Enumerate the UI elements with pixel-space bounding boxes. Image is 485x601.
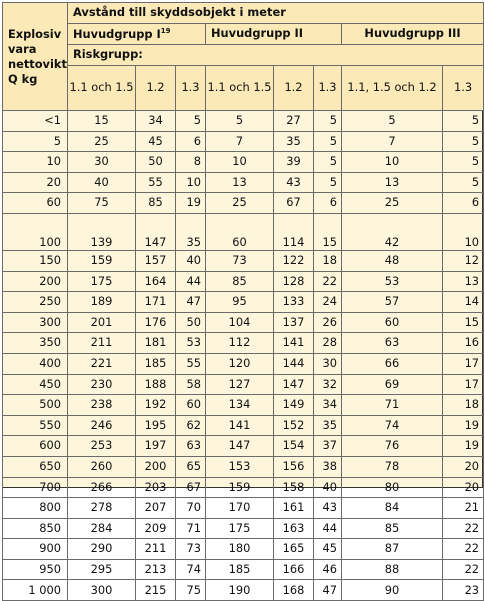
distance-cell: 175 [68,271,136,292]
distance-cell: 180 [206,539,274,560]
weight-cell: 60 [3,193,68,214]
distance-cell: 80 [342,477,443,498]
distance-cell: 5 [314,111,342,132]
table-row [3,374,484,395]
distance-cell: 70 [176,498,206,519]
distance-cell: 5 [314,172,342,193]
distance-cell: 147 [206,436,274,457]
distance-cell: 74 [342,415,443,436]
distance-cell: 5 [314,131,342,152]
distance-cell: 158 [274,477,314,498]
distance-cell: 35 [176,213,206,250]
distance-cell: 47 [176,292,206,313]
weight-cell: <1 [3,111,68,132]
distance-cell: 207 [136,498,176,519]
distance-cell: 253 [68,436,136,457]
weight-cell: 10 [3,152,68,173]
distance-cell: 15 [314,213,342,250]
risk-group-header: 1.3 [176,66,206,111]
distance-cell: 6 [176,131,206,152]
distance-cell: 32 [314,374,342,395]
distance-cell: 152 [274,415,314,436]
weight-cell: 450 [3,374,68,395]
distance-cell: 18 [314,250,342,271]
distance-cell: 60 [206,213,274,250]
distance-cell: 76 [342,436,443,457]
distance-cell: 156 [274,456,314,477]
row-label-header [3,3,68,111]
table-row [3,415,484,436]
distance-cell: 163 [274,518,314,539]
distance-cell: 295 [68,559,136,580]
distance-cell: 38 [314,456,342,477]
distance-cell: 67 [176,477,206,498]
weight-cell: 950 [3,559,68,580]
row-label-line: Q kg [8,71,38,86]
distance-cell: 28 [314,333,342,354]
distance-cell: 87 [342,539,443,560]
distance-cell: 27 [274,111,314,132]
weight-cell: 700 [3,477,68,498]
distance-cell: 22 [443,518,484,539]
distance-cell: 19 [176,193,206,214]
distance-cell: 50 [176,312,206,333]
distance-cell: 170 [206,498,274,519]
distance-cell: 34 [314,395,342,416]
weight-cell: 600 [3,436,68,457]
table-row [3,250,484,271]
distance-cell: 122 [274,250,314,271]
distance-cell: 35 [314,415,342,436]
distance-cell: 20 [443,456,484,477]
distance-cell: 67 [274,193,314,214]
distance-cell: 17 [443,374,484,395]
table-row [3,213,484,250]
distance-cell: 120 [206,353,274,374]
table-row [3,292,484,313]
distance-cell: 203 [136,477,176,498]
distance-cell: 15 [68,111,136,132]
distance-cell: 197 [136,436,176,457]
distance-table-panel [2,2,483,597]
table-row [3,456,484,477]
weight-cell: 5 [3,131,68,152]
distance-cell: 63 [342,333,443,354]
table-row [3,477,484,498]
distance-cell: 69 [342,374,443,395]
distance-cell: 75 [68,193,136,214]
distance-cell: 188 [136,374,176,395]
distance-cell: 40 [176,250,206,271]
table-row [3,111,484,132]
distance-table [2,2,484,601]
distance-cell: 144 [274,353,314,374]
distance-cell: 215 [136,580,176,601]
distance-cell: 85 [206,271,274,292]
weight-cell: 850 [3,518,68,539]
distance-cell: 112 [206,333,274,354]
group-header-1-label: Huvudgrupp I [73,26,161,41]
risk-group-header: 1.1 och 1.5 [206,66,274,111]
distance-cell: 40 [314,477,342,498]
distance-cell: 25 [342,193,443,214]
distance-cell: 55 [176,353,206,374]
table-header [3,3,484,111]
weight-cell: 250 [3,292,68,313]
distance-cell: 165 [274,539,314,560]
distance-cell: 260 [68,456,136,477]
distance-cell: 128 [274,271,314,292]
risk-group-header: 1.2 [136,66,176,111]
distance-cell: 10 [206,152,274,173]
distance-cell: 60 [176,395,206,416]
distance-cell: 153 [206,456,274,477]
distance-cell: 104 [206,312,274,333]
distance-cell: 43 [274,172,314,193]
distance-cell: 78 [342,456,443,477]
distance-cell: 16 [443,333,484,354]
distance-cell: 141 [274,333,314,354]
distance-cell: 19 [443,436,484,457]
distance-cell: 45 [314,539,342,560]
risk-group-label: Riskgrupp: [68,45,484,66]
table-row [3,395,484,416]
table-row [3,353,484,374]
distance-cell: 30 [314,353,342,374]
distance-cell: 147 [136,213,176,250]
distance-cell: 14 [443,292,484,313]
distance-cell: 5 [176,111,206,132]
distance-cell: 211 [68,333,136,354]
distance-cell: 25 [68,131,136,152]
weight-cell: 500 [3,395,68,416]
distance-cell: 65 [176,456,206,477]
risk-group-header: 1.1, 1.5 och 1.2 [342,66,443,111]
risk-group-header: 1.3 [443,66,484,111]
weight-cell: 650 [3,456,68,477]
distance-cell: 5 [443,131,484,152]
distance-cell: 166 [274,559,314,580]
distance-cell: 5 [314,152,342,173]
table-row [3,333,484,354]
distance-cell: 161 [274,498,314,519]
weight-cell: 20 [3,172,68,193]
distance-cell: 213 [136,559,176,580]
distance-cell: 74 [176,559,206,580]
row-label-line: vara [8,41,37,56]
distance-cell: 55 [136,172,176,193]
distance-cell: 201 [68,312,136,333]
distance-cell: 34 [136,111,176,132]
distance-cell: 13 [443,271,484,292]
distance-cell: 50 [136,152,176,173]
distance-cell: 19 [443,415,484,436]
risk-group-header: 1.2 [274,66,314,111]
group-footnote: 19 [160,26,171,35]
distance-cell: 147 [274,374,314,395]
distance-cell: 127 [206,374,274,395]
distance-cell: 57 [342,292,443,313]
distance-cell: 246 [68,415,136,436]
distance-cell: 73 [206,250,274,271]
distance-cell: 8 [176,152,206,173]
distance-cell: 195 [136,415,176,436]
distance-cell: 190 [206,580,274,601]
distance-cell: 75 [176,580,206,601]
distance-cell: 24 [314,292,342,313]
distance-cell: 185 [206,559,274,580]
distance-cell: 211 [136,539,176,560]
distance-cell: 30 [68,152,136,173]
distance-cell: 15 [443,312,484,333]
distance-cell: 53 [342,271,443,292]
distance-cell: 149 [274,395,314,416]
distance-cell: 278 [68,498,136,519]
distance-cell: 5 [443,152,484,173]
distance-cell: 85 [342,518,443,539]
distance-cell: 10 [176,172,206,193]
table-row [3,559,484,580]
table-row [3,580,484,601]
distance-cell: 13 [342,172,443,193]
weight-cell: 350 [3,333,68,354]
distance-cell: 7 [342,131,443,152]
distance-cell: 157 [136,250,176,271]
distance-cell: 60 [342,312,443,333]
distance-cell: 43 [314,498,342,519]
distance-cell: 40 [68,172,136,193]
distance-cell: 10 [342,152,443,173]
group-header-2: Huvudgrupp II [206,24,342,45]
distance-cell: 22 [443,539,484,560]
distance-cell: 133 [274,292,314,313]
distance-cell: 21 [443,498,484,519]
distance-cell: 13 [206,172,274,193]
distance-cell: 53 [176,333,206,354]
distance-cell: 175 [206,518,274,539]
weight-cell: 900 [3,539,68,560]
distance-cell: 200 [136,456,176,477]
distance-cell: 284 [68,518,136,539]
weight-cell: 100 [3,213,68,250]
distance-cell: 44 [314,518,342,539]
weight-cell: 400 [3,353,68,374]
distance-cell: 137 [274,312,314,333]
distance-cell: 62 [176,415,206,436]
distance-cell: 39 [274,152,314,173]
distance-cell: 181 [136,333,176,354]
distance-cell: 139 [68,213,136,250]
distance-cell: 189 [68,292,136,313]
distance-cell: 18 [443,395,484,416]
distance-cell: 20 [443,477,484,498]
weight-cell: 800 [3,498,68,519]
weight-cell: 300 [3,312,68,333]
distance-cell: 44 [176,271,206,292]
distance-cell: 192 [136,395,176,416]
distance-cell: 5 [342,111,443,132]
table-row [3,312,484,333]
distance-cell: 48 [342,250,443,271]
distance-cell: 221 [68,353,136,374]
distance-cell: 134 [206,395,274,416]
distance-cell: 73 [176,539,206,560]
distance-cell: 71 [176,518,206,539]
table-row [3,152,484,173]
distance-cell: 5 [443,111,484,132]
distance-cell: 185 [136,353,176,374]
table-row [3,172,484,193]
distance-cell: 17 [443,353,484,374]
table-row [3,271,484,292]
distance-cell: 22 [443,559,484,580]
distance-cell: 230 [68,374,136,395]
weight-cell: 200 [3,271,68,292]
distance-cell: 66 [342,353,443,374]
distance-cell: 84 [342,498,443,519]
distance-cell: 58 [176,374,206,395]
weight-cell: 550 [3,415,68,436]
weight-cell: 1 000 [3,580,68,601]
distance-cell: 35 [274,131,314,152]
table-title: Avstånd till skyddsobjekt i meter [68,3,484,24]
distance-cell: 63 [176,436,206,457]
distance-cell: 5 [443,172,484,193]
distance-cell: 238 [68,395,136,416]
table-row [3,498,484,519]
distance-cell: 47 [314,580,342,601]
row-label-line: nettovikt [8,56,67,71]
table-row [3,193,484,214]
distance-cell: 45 [136,131,176,152]
weight-cell: 150 [3,250,68,271]
table-row [3,518,484,539]
distance-cell: 71 [342,395,443,416]
distance-cell: 37 [314,436,342,457]
table-body [3,111,484,601]
distance-cell: 42 [342,213,443,250]
distance-cell: 7 [206,131,274,152]
distance-cell: 164 [136,271,176,292]
group-header-3: Huvudgrupp III [342,24,484,45]
risk-group-header: 1.3 [314,66,342,111]
table-row [3,436,484,457]
distance-cell: 266 [68,477,136,498]
distance-cell: 5 [206,111,274,132]
risk-group-header: 1.1 och 1.5 [68,66,136,111]
distance-cell: 290 [68,539,136,560]
distance-cell: 95 [206,292,274,313]
distance-cell: 10 [443,213,484,250]
distance-cell: 209 [136,518,176,539]
distance-cell: 176 [136,312,176,333]
distance-cell: 88 [342,559,443,580]
distance-cell: 141 [206,415,274,436]
distance-cell: 12 [443,250,484,271]
distance-cell: 159 [206,477,274,498]
distance-cell: 85 [136,193,176,214]
distance-cell: 168 [274,580,314,601]
distance-cell: 23 [443,580,484,601]
distance-cell: 25 [206,193,274,214]
row-label-line: Explosiv [8,26,62,41]
distance-cell: 26 [314,312,342,333]
distance-cell: 6 [314,193,342,214]
distance-cell: 114 [274,213,314,250]
distance-cell: 6 [443,193,484,214]
table-row [3,539,484,560]
group-header-1 [68,24,206,45]
distance-cell: 159 [68,250,136,271]
distance-cell: 22 [314,271,342,292]
table-row [3,131,484,152]
distance-cell: 300 [68,580,136,601]
distance-cell: 154 [274,436,314,457]
distance-cell: 46 [314,559,342,580]
distance-cell: 171 [136,292,176,313]
distance-cell: 90 [342,580,443,601]
